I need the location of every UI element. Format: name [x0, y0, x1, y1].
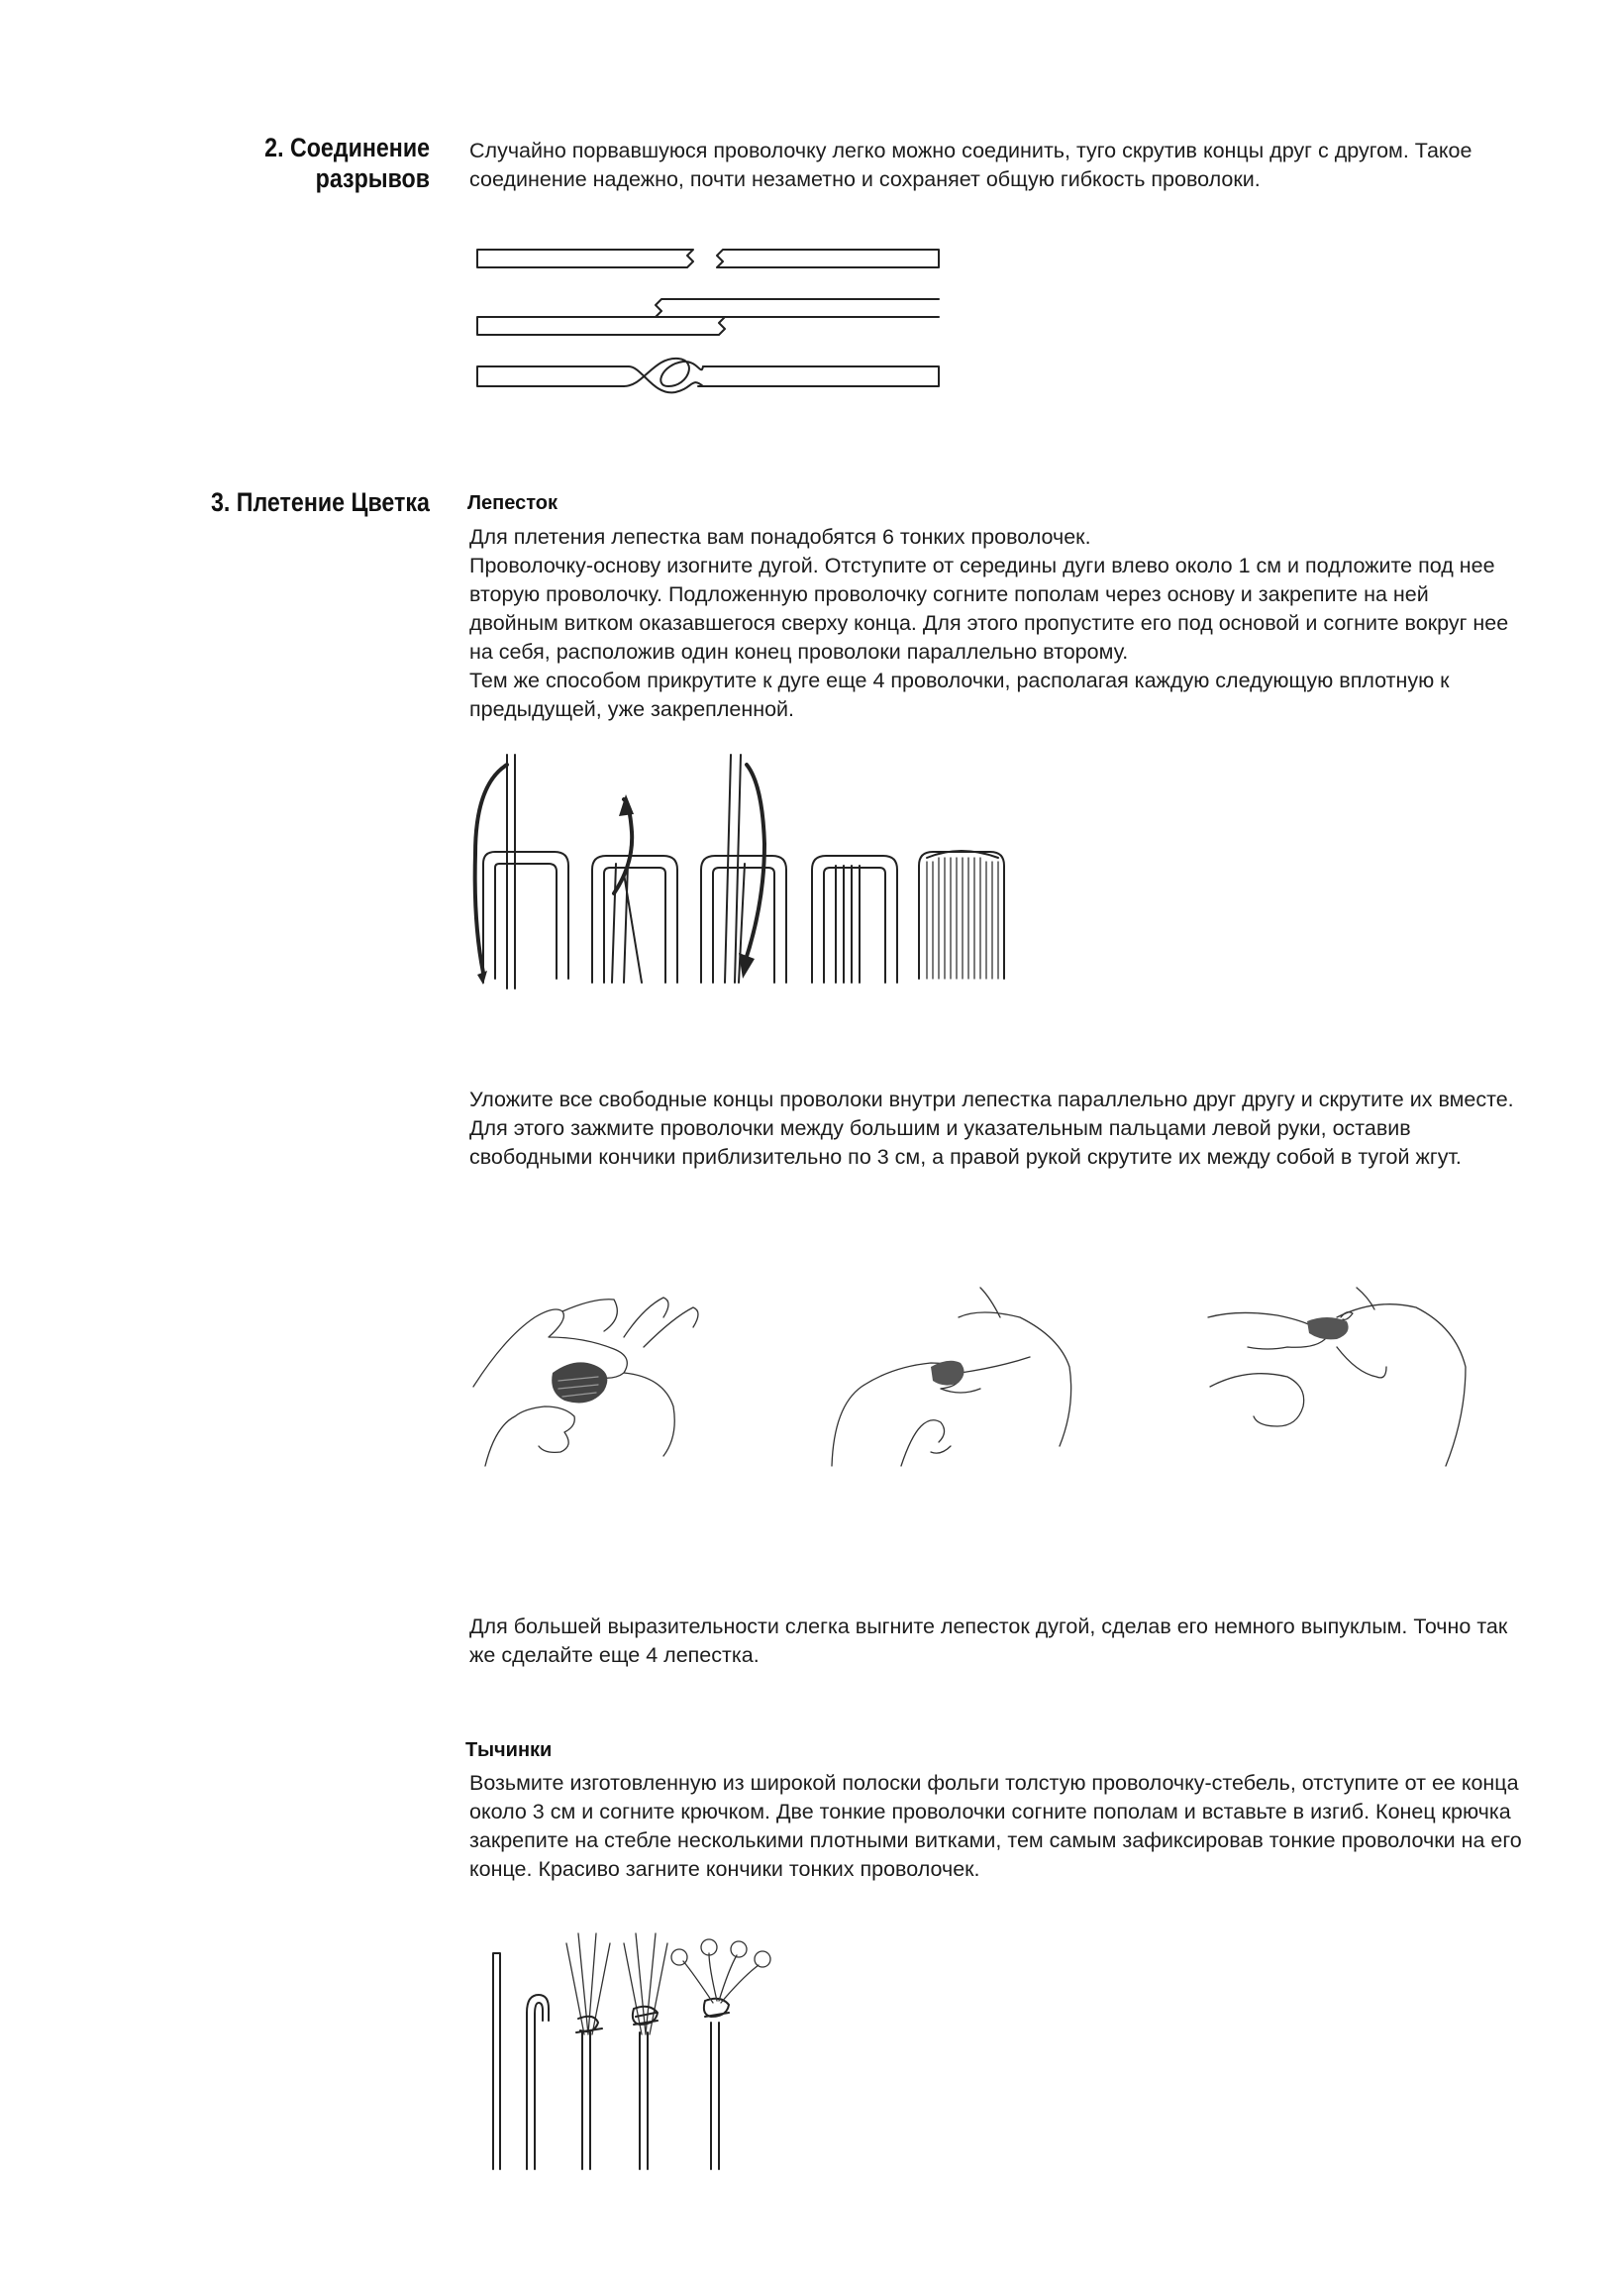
petal-step-5 — [919, 851, 1004, 979]
wire-join-illustration — [465, 238, 980, 416]
petal-twist-text — [469, 1086, 1514, 1172]
twisted-wire-right — [698, 366, 939, 386]
stamens-illustration — [475, 1914, 792, 2181]
text-line: Возьмите изготовленную из широкой полоски фольги толстую проволочку-стебель, отступите от ее конца — [469, 1771, 1519, 1795]
hands-step-2 — [832, 1288, 1071, 1466]
text-line: на себя, расположив один конец проволоки параллельно второму. — [469, 640, 1129, 664]
text-line: Проволочку-основу изогните дугой. Отступите от середины дуги влево около 1 см и подложите под нее — [469, 554, 1495, 577]
text-line: свободными кончики приблизительно по 3 см, а правой рукой скрутите их между собой в тугой жгут. — [469, 1145, 1462, 1169]
text-line: Для большей выразительности слегка выгните лепесток дугой, сделав его немного выпуклым. Точно так — [469, 1614, 1508, 1638]
petal-step-2 — [592, 794, 677, 983]
stamens-subtitle: Тычинки — [465, 1739, 553, 1761]
text-line: закрепите на стебле несколькими плотными витками, тем самым зафиксировав тонкие проволочки на его — [469, 1828, 1522, 1852]
overlap-wire-bottom — [477, 317, 725, 335]
text-line: соединение надежно, почти незаметно и сохраняет общую гибкость проволоки. — [469, 167, 1261, 191]
text-line: около 3 см и согните крючком. Две тонкие проволочки согните пополам и вставьте в изгиб. Конец крючка — [469, 1800, 1511, 1823]
section-2-heading-line1: 2. Соединение — [264, 133, 430, 162]
twist-knot — [624, 359, 703, 392]
section-3-heading: 3. Плетение Цветка — [211, 487, 430, 517]
stamen-step-5 — [671, 1939, 770, 2169]
broken-wire-left — [477, 250, 693, 267]
text-line: Уложите все свободные концы проволоки внутри лепестка параллельно друг другу и скрутите их вместе. — [469, 1088, 1514, 1111]
stamen-step-1 — [493, 1953, 500, 2169]
text-line: двойным витком оказавшегося сверху конца. Для этого пропустите его под основой и согните вокруг нее — [469, 611, 1509, 635]
text-line: Тем же способом прикрутите к дуге еще 4 проволочки, располагая каждую следующую вплотную к — [469, 669, 1450, 692]
text-line: вторую проволочку. Подложенную проволочку согните пополам через основу и закрепите на ней — [469, 582, 1429, 606]
text-line: же сделайте еще 4 лепестка. — [469, 1643, 760, 1667]
stamens-text — [469, 1769, 1522, 1884]
hands-step-3 — [1208, 1288, 1466, 1466]
broken-wire-right — [717, 250, 939, 267]
text-line: Для этого зажмите проволочки между большим и указательным пальцами левой руки, оставив — [469, 1116, 1411, 1140]
overlap-wire-top — [656, 299, 939, 317]
wire-bundle-icon — [1307, 1312, 1353, 1340]
hands-step-1 — [473, 1298, 698, 1466]
section-2-heading-line2: разрывов — [315, 163, 430, 193]
petal-steps-illustration — [465, 745, 1020, 1002]
stamen-step-2 — [527, 1995, 549, 2169]
twisted-wire-left — [477, 366, 629, 386]
wire-bundle-icon — [552, 1362, 607, 1403]
petal-step-1 — [475, 755, 568, 989]
petal-bend-text — [469, 1613, 1507, 1670]
petal-step-3 — [701, 755, 786, 983]
hands-twisting-illustration — [465, 1278, 1515, 1476]
text-line: предыдущей, уже закрепленной. — [469, 697, 795, 721]
text-line: Для плетения лепестка вам понадобятся 6 тонких проволочек. — [469, 525, 1091, 549]
petal-text — [469, 523, 1508, 724]
text-line: Случайно порвавшуюся проволочку легко можно соединить, туго скрутив концы друг с другом. Такое — [469, 139, 1472, 162]
stamen-step-3 — [566, 1933, 610, 2169]
petal-step-4 — [812, 856, 897, 983]
section-2-text — [469, 137, 1472, 194]
text-line: конце. Красиво загните кончики тонких проволочек. — [469, 1857, 980, 1881]
stamen-step-4 — [624, 1933, 667, 2169]
section-2-heading — [264, 133, 430, 194]
petal-subtitle: Лепесток — [467, 492, 558, 514]
wire-bundle-icon — [931, 1361, 964, 1386]
